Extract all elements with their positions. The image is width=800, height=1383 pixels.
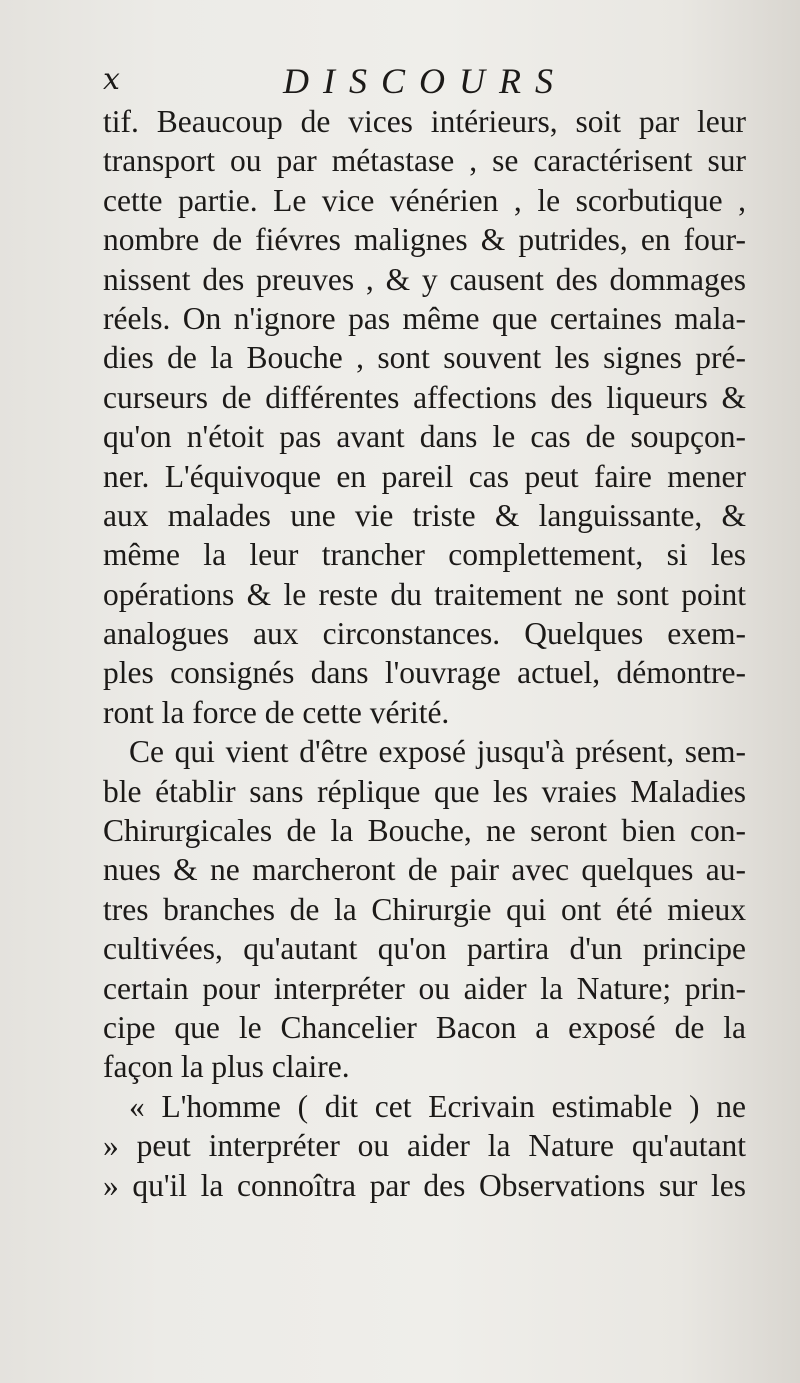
text-line: tif. Beaucoup de vices intérieurs, soit par leur (103, 104, 746, 139)
paragraph-2 (103, 732, 746, 1087)
text-line: qu'on n'étoit pas avant dans le cas de soupçon- (103, 419, 746, 455)
page-header (103, 58, 748, 106)
text-line: cultivées, qu'autant qu'on partira d'un principe (103, 931, 746, 967)
running-title: DISCOURS (283, 61, 567, 101)
text-line: analogues aux circonstances. Quelques exem- (103, 616, 746, 652)
text-line: Chirurgicales de la Bouche, ne seront bien con- (103, 813, 746, 849)
text-line: « L'homme ( dit cet Ecrivain estimable ) ne (129, 1088, 746, 1124)
text-line: curseurs de différentes affections des liqueurs & (103, 379, 746, 415)
text-line: façon la plus claire. (103, 1049, 350, 1085)
text-line: certain pour interpréter ou aider la Nature; prin- (103, 970, 746, 1006)
text-line: Ce qui vient d'être exposé jusqu'à présent, sem- (129, 734, 746, 770)
text-line: cette partie. Le vice vénérien , le scorbutique , (103, 182, 746, 218)
text-line: cipe que le Chancelier Bacon a exposé de la (103, 1009, 746, 1045)
text-line: ront la force de cette vérité. (103, 694, 450, 730)
body-text (103, 102, 746, 1205)
text-line: même la leur trancher complettement, si les (103, 537, 746, 573)
text-line: aux malades une vie triste & languissante, & (103, 497, 746, 533)
text-line: ples consignés dans l'ouvrage actuel, démontre- (103, 655, 746, 691)
text-line: transport ou par métastase , se caractérisent sur (103, 143, 746, 179)
paragraph-1 (103, 102, 746, 732)
text-line: dies de la Bouche , sont souvent les signes pré- (103, 340, 746, 376)
paragraph-3 (103, 1087, 746, 1205)
text-line: tres branches de la Chirurgie qui ont été mieux (103, 891, 746, 927)
text-line: nombre de fiévres malignes & putrides, en four- (103, 222, 746, 258)
text-line: ble établir sans réplique que les vraies Maladies (103, 773, 746, 809)
text-line: » qu'il la connoîtra par des Observations sur les (103, 1167, 746, 1203)
page-number: x (103, 62, 121, 97)
text-line: ner. L'équivoque en pareil cas peut faire mener (103, 458, 746, 494)
text-line: nissent des preuves , & y causent des dommages (103, 261, 746, 297)
text-line: réels. On n'ignore pas même que certaines mala- (103, 300, 746, 336)
text-line: » peut interpréter ou aider la Nature qu'autant (103, 1128, 746, 1164)
text-line: opérations & le reste du traitement ne sont point (103, 576, 746, 612)
text-line: nues & ne marcheront de pair avec quelques au- (103, 852, 746, 888)
